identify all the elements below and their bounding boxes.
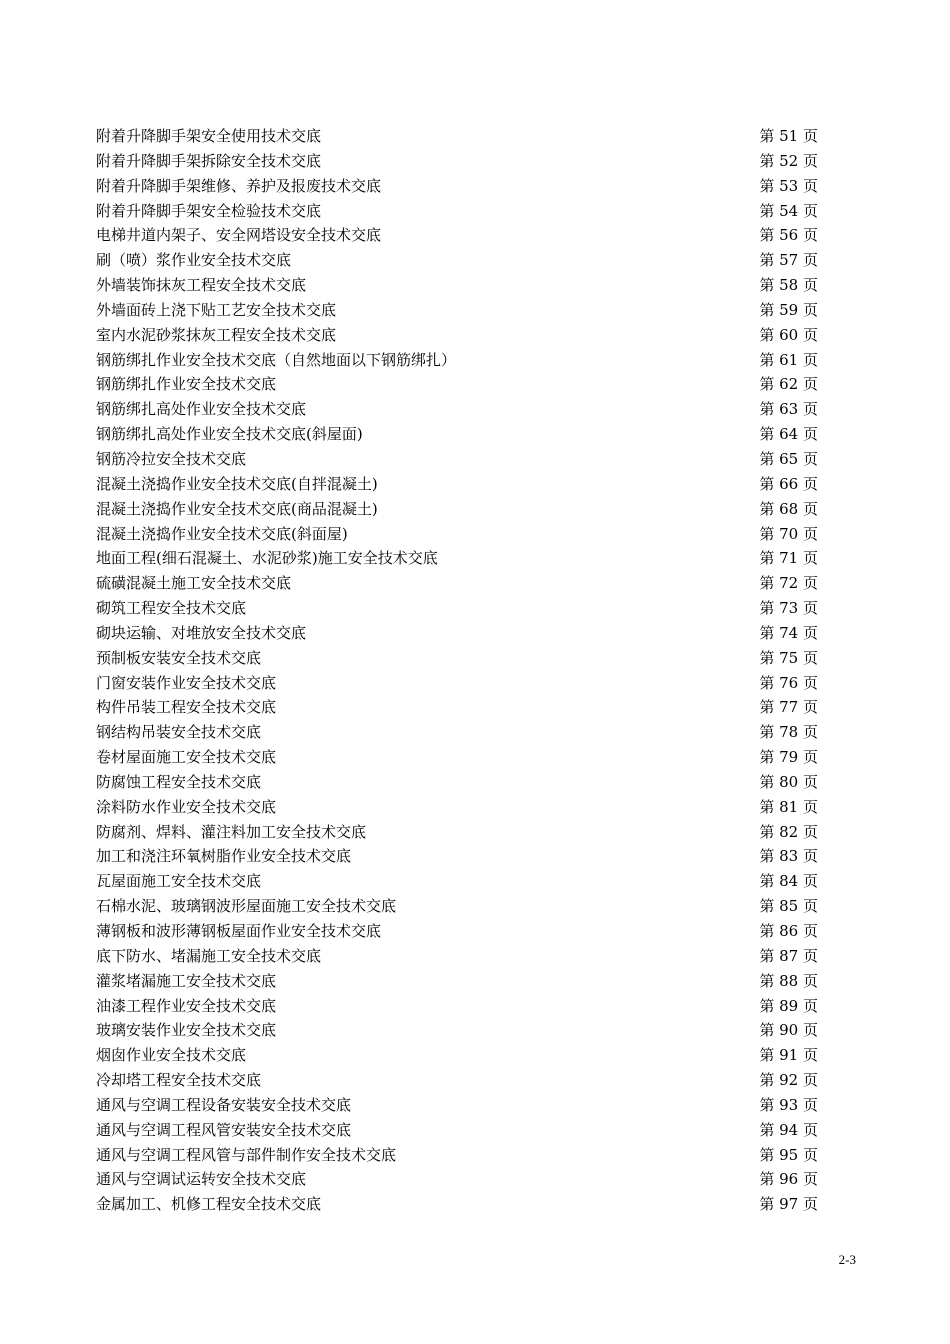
toc-entry-title: 附着升降脚手架维修、养护及报废技术交底: [96, 176, 382, 195]
toc-entry-title: 瓦屋面施工安全技术交底: [96, 872, 262, 891]
toc-entry: [96, 969, 818, 994]
toc-entry-page: 第 87 页: [759, 946, 818, 965]
toc-entry-title: 门窗安装作业安全技术交底: [96, 673, 277, 692]
toc-entry: [96, 1043, 818, 1068]
toc-entry: [96, 472, 818, 497]
toc-entry: [96, 124, 818, 149]
toc-entry-title: 防腐剂、焊料、灌注料加工安全技术交底: [96, 822, 367, 841]
toc-entry-page: 第 61 页: [759, 350, 818, 369]
toc-entry-title: 卷材屋面施工安全技术交底: [96, 748, 277, 767]
toc-entry: [96, 422, 818, 447]
toc-entry-page: 第 75 页: [759, 648, 818, 667]
toc-entry-title: 通风与空调试运转安全技术交底: [96, 1170, 307, 1189]
toc-entry-page: 第 74 页: [759, 623, 818, 642]
toc-entry-page: 第 93 页: [759, 1095, 818, 1114]
toc-entry-title: 地面工程(细石混凝土、水泥砂浆)施工安全技术交底: [96, 549, 438, 568]
toc-entry-page: 第 95 页: [759, 1145, 818, 1164]
toc-entry-page: 第 57 页: [759, 251, 818, 270]
toc-entry-title: 通风与空调工程风管与部件制作安全技术交底: [96, 1145, 397, 1164]
toc-entry: [96, 844, 818, 869]
toc-entry: [96, 546, 818, 571]
toc-entry: [96, 621, 818, 646]
toc-entry: [96, 745, 818, 770]
toc-entry-page: 第 94 页: [759, 1120, 818, 1139]
toc-entry-page: 第 62 页: [759, 375, 818, 394]
page-number: 2-3: [838, 1252, 856, 1267]
toc-entry-title: 金属加工、机修工程安全技术交底: [96, 1195, 322, 1214]
toc-entry-title: 石棉水泥、玻璃钢波形屋面施工安全技术交底: [96, 897, 397, 916]
toc-entry: [96, 894, 818, 919]
toc-entry-title: 外墙面砖上浇下贴工艺安全技术交底: [96, 300, 337, 319]
toc-entry-title: 附着升降脚手架拆除安全技术交底: [96, 151, 322, 170]
toc-entry-title: 底下防水、堵漏施工安全技术交底: [96, 946, 322, 965]
toc-entry-title: 通风与空调工程风管安装安全技术交底: [96, 1120, 352, 1139]
toc-entry-title: 防腐蚀工程安全技术交底: [96, 772, 262, 791]
toc-entry-title: 构件吊装工程安全技术交底: [96, 698, 277, 717]
toc-entry-title: 钢筋绑扎作业安全技术交底（自然地面以下钢筋绑扎）: [96, 350, 457, 369]
toc-entry: [96, 795, 818, 820]
toc-entry-page: 第 65 页: [759, 449, 818, 468]
toc-entry-title: 涂料防水作业安全技术交底: [96, 797, 277, 816]
toc-entry-title: 钢筋绑扎高处作业安全技术交底(斜屋面): [96, 425, 363, 444]
toc-entry-page: 第 68 页: [759, 499, 818, 518]
toc-entry-title: 砌块运输、对堆放安全技术交底: [96, 623, 307, 642]
toc-entry-title: 通风与空调工程设备安装安全技术交底: [96, 1095, 352, 1114]
toc-entry: [96, 1068, 818, 1093]
toc-entry-page: 第 83 页: [759, 847, 818, 866]
toc-entry-page: 第 90 页: [759, 1021, 818, 1040]
toc-entry: [96, 646, 818, 671]
toc-entry-page: 第 79 页: [759, 748, 818, 767]
toc-entry-title: 玻璃安装作业安全技术交底: [96, 1021, 277, 1040]
toc-entry-page: 第 77 页: [759, 698, 818, 717]
toc-entry: [96, 770, 818, 795]
toc-entry-title: 钢筋冷拉安全技术交底: [96, 449, 247, 468]
toc-entry: [96, 919, 818, 944]
toc-entry-page: 第 78 页: [759, 723, 818, 742]
toc-entry: [96, 1192, 818, 1217]
toc-entry-title: 外墙装饰抹灰工程安全技术交底: [96, 276, 307, 295]
toc-entry: [96, 248, 818, 273]
toc-entry-page: 第 66 页: [759, 474, 818, 493]
toc-entry-title: 钢筋绑扎高处作业安全技术交底: [96, 400, 307, 419]
toc-entry-page: 第 63 页: [759, 400, 818, 419]
toc-entry: [96, 199, 818, 224]
toc-entry: [96, 174, 818, 199]
toc-entry-page: 第 52 页: [759, 151, 818, 170]
toc-entry-title: 附着升降脚手架安全检验技术交底: [96, 201, 322, 220]
toc-entry-page: 第 96 页: [759, 1170, 818, 1189]
toc-entry-page: 第 51 页: [759, 127, 818, 145]
toc-entry-page: 第 73 页: [759, 599, 818, 618]
toc-entry-page: 第 97 页: [759, 1195, 818, 1214]
toc-entry-page: 第 59 页: [759, 300, 818, 319]
toc-entry-title: 刷（喷）浆作业安全技术交底: [96, 251, 292, 270]
toc-entry: [96, 720, 818, 745]
toc-entry: [96, 323, 818, 348]
toc-entry: [96, 497, 818, 522]
toc-entry: [96, 223, 818, 248]
toc-entry-page: 第 58 页: [759, 276, 818, 295]
toc-entry-title: 薄钢板和波形薄钢板屋面作业安全技术交底: [96, 922, 382, 940]
toc-entry-page: 第 53 页: [759, 176, 818, 195]
toc-entry-page: 第 64 页: [759, 425, 818, 444]
toc-entry-title: 混凝土浇捣作业安全技术交底(自拌混凝土): [96, 474, 378, 493]
toc-entry-title: 钢结构吊装安全技术交底: [96, 723, 262, 742]
toc-entry-title: 冷却塔工程安全技术交底: [96, 1071, 262, 1090]
toc-entry: [96, 298, 818, 323]
toc-entry: [96, 869, 818, 894]
toc-entry-title: 附着升降脚手架安全使用技术交底: [96, 127, 322, 145]
toc-entry-page: 第 82 页: [759, 822, 818, 841]
toc-entry-title: 油漆工程作业安全技术交底: [96, 996, 277, 1015]
toc-entry: [96, 571, 818, 596]
toc-entry: [96, 1167, 818, 1192]
toc-entry-title: 钢筋绑扎作业安全技术交底: [96, 375, 277, 394]
toc-entry-page: 第 86 页: [759, 922, 818, 940]
toc-entry-page: 第 76 页: [759, 673, 818, 692]
toc-entry-page: 第 85 页: [759, 897, 818, 916]
toc-entry: [96, 522, 818, 547]
toc-entry: [96, 149, 818, 174]
toc-entry-page: 第 71 页: [759, 549, 818, 568]
toc-entry-page: 第 88 页: [759, 971, 818, 990]
toc-entry: [96, 1018, 818, 1043]
toc-entry-title: 硫磺混凝土施工安全技术交底: [96, 574, 292, 593]
toc-entry: [96, 273, 818, 298]
toc-entry-page: 第 91 页: [759, 1046, 818, 1065]
toc-entry: [96, 447, 818, 472]
toc-entry: [96, 820, 818, 845]
toc-entry-page: 第 72 页: [759, 574, 818, 593]
toc-entry-title: 烟囱作业安全技术交底: [96, 1046, 247, 1065]
toc-entry-page: 第 92 页: [759, 1071, 818, 1090]
toc-entry-title: 电梯井道内架子、安全网塔设安全技术交底: [96, 226, 382, 245]
toc-entry-title: 加工和浇注环氧树脂作业安全技术交底: [96, 847, 352, 866]
toc-entry-title: 预制板安装安全技术交底: [96, 648, 262, 667]
toc-entry-title: 灌浆堵漏施工安全技术交底: [96, 971, 277, 990]
toc-entry: [96, 695, 818, 720]
toc-entry: [96, 994, 818, 1019]
toc-entry: [96, 1118, 818, 1143]
table-of-contents: [96, 124, 818, 1217]
toc-entry-title: 砌筑工程安全技术交底: [96, 599, 247, 618]
toc-entry-title: 混凝土浇捣作业安全技术交底(商品混凝土): [96, 499, 378, 518]
toc-entry-title: 室内水泥砂浆抹灰工程安全技术交底: [96, 325, 337, 344]
toc-entry-page: 第 56 页: [759, 226, 818, 245]
toc-entry-page: 第 89 页: [759, 996, 818, 1015]
toc-entry-page: 第 70 页: [759, 524, 818, 543]
toc-entry: [96, 372, 818, 397]
toc-entry: [96, 944, 818, 969]
toc-entry: [96, 596, 818, 621]
toc-entry-page: 第 54 页: [759, 201, 818, 220]
toc-entry-page: 第 81 页: [759, 797, 818, 816]
toc-entry: [96, 348, 818, 373]
toc-entry-page: 第 80 页: [759, 772, 818, 791]
toc-entry-title: 混凝土浇捣作业安全技术交底(斜面屋): [96, 524, 348, 543]
toc-entry: [96, 1093, 818, 1118]
toc-entry-page: 第 84 页: [759, 872, 818, 891]
toc-entry: [96, 1143, 818, 1168]
toc-entry: [96, 397, 818, 422]
toc-entry-page: 第 60 页: [759, 325, 818, 344]
toc-entry: [96, 671, 818, 696]
